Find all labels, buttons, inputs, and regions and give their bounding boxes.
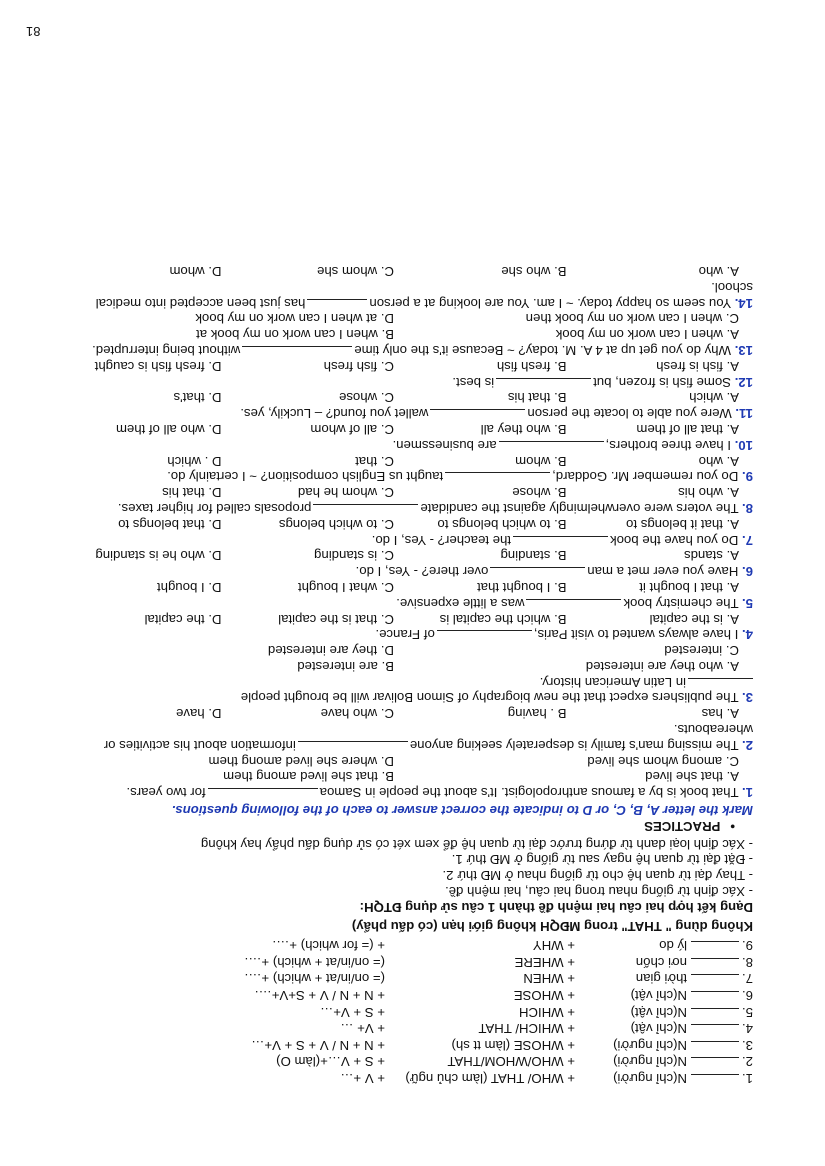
answer-option: B. who they all bbox=[480, 421, 567, 437]
answer-option: B. whom bbox=[515, 453, 567, 469]
question-stem bbox=[63, 784, 753, 800]
answer-option: B. which the capital is bbox=[439, 611, 567, 627]
question-text-before: The missing man's family is desperately seeking anyone bbox=[409, 737, 739, 753]
answer-options bbox=[63, 611, 753, 627]
rule-row bbox=[63, 1053, 753, 1070]
question bbox=[63, 484, 753, 516]
question bbox=[63, 358, 753, 390]
answer-option: D. fresh fish is caught bbox=[94, 358, 222, 374]
question bbox=[63, 753, 753, 800]
answer-option: D. have bbox=[176, 706, 222, 722]
note-item: - Đặt đại từ quan hệ ngay sau từ giống ở MĐ thứ 1. bbox=[451, 852, 753, 868]
answer-blank bbox=[688, 678, 753, 690]
question-text-after: are businessmen. bbox=[392, 437, 497, 453]
answer-option: D. that his bbox=[162, 485, 222, 501]
instruction: Mark the letter A, B, C, or D to indicate the correct answer to each of the following questions. bbox=[171, 803, 753, 819]
question bbox=[63, 263, 753, 310]
answer-blank bbox=[437, 630, 532, 642]
answer-option: D. they are interested bbox=[267, 643, 394, 659]
question-number: 8. bbox=[742, 500, 753, 516]
rule-number: 8. bbox=[742, 954, 753, 970]
rule-row bbox=[63, 1069, 753, 1086]
question-text-after: wallet you found? – Luckily, yes. bbox=[240, 406, 429, 422]
question-number: 5. bbox=[742, 595, 753, 611]
question-number: 6. bbox=[742, 564, 753, 580]
rule-relative: + WHERE bbox=[514, 954, 575, 970]
answer-blank bbox=[513, 536, 608, 548]
rule-row bbox=[63, 1036, 753, 1053]
answer-options bbox=[63, 484, 753, 500]
rule-row bbox=[63, 986, 753, 1003]
rule-number: 6. bbox=[742, 988, 753, 1004]
answer-options bbox=[63, 311, 753, 327]
note-item: - Xác định từ giống nhau trong hai câu, hai mệnh đề. bbox=[445, 884, 753, 900]
answer-options bbox=[63, 642, 753, 658]
question bbox=[63, 611, 753, 643]
rule-subject: N(chỉ người) bbox=[613, 1037, 687, 1053]
question-text-before: I have always wanted to visit Paris, bbox=[533, 627, 739, 643]
answer-option: C. whom she bbox=[317, 263, 394, 279]
rule-relative: + WHO/WHOM/THAT bbox=[447, 1054, 575, 1070]
answer-option: D. that's bbox=[173, 390, 222, 406]
question-stem bbox=[63, 437, 753, 453]
question-text-after: over there? - Yes, I do. bbox=[355, 564, 489, 580]
question-stem bbox=[63, 721, 753, 753]
answer-blank bbox=[313, 504, 418, 516]
answer-options bbox=[63, 421, 753, 437]
answer-option: C. to which belongs bbox=[278, 516, 394, 532]
rule-rest: (= on/in/at + which) +…. bbox=[244, 971, 385, 987]
rule-subject: nơi chốn bbox=[635, 954, 687, 970]
rule-row bbox=[63, 1020, 753, 1037]
question-text-after: is best. bbox=[452, 374, 495, 390]
question-stem bbox=[63, 595, 753, 611]
rule-relative: + WHEN bbox=[523, 971, 575, 987]
answer-blank bbox=[307, 299, 367, 311]
rule-relative: + WHOSE (làm tt sh) bbox=[451, 1037, 575, 1053]
rule-blank bbox=[691, 991, 739, 1003]
rule-rest: + V +… bbox=[340, 1071, 385, 1086]
question-number: 2. bbox=[742, 737, 753, 753]
rule-blank bbox=[691, 1008, 739, 1020]
questions-list bbox=[63, 263, 753, 800]
question-text-before: I have three brothers, bbox=[605, 437, 731, 453]
question-number: 1. bbox=[742, 785, 753, 801]
question-number: 9. bbox=[742, 469, 753, 485]
answer-options bbox=[63, 579, 753, 595]
answer-option: D. the capital bbox=[144, 611, 222, 627]
answer-options bbox=[63, 453, 753, 469]
rule-rest: (= on/in/at + which) +…. bbox=[244, 954, 385, 970]
answer-option: C. that is the capital bbox=[278, 611, 394, 627]
answer-option: A. when I can work on my book bbox=[555, 327, 739, 343]
answer-option: C. whose bbox=[339, 390, 394, 406]
rule-number: 1. bbox=[742, 1071, 753, 1086]
question-stem bbox=[63, 690, 753, 706]
question-stem bbox=[63, 500, 753, 516]
answer-options bbox=[63, 390, 753, 406]
answer-option: C. whom he had bbox=[297, 485, 394, 501]
rule-relative: + WHO/ THAT (làm chủ ngữ) bbox=[405, 1071, 575, 1086]
rule-blank bbox=[691, 1041, 739, 1053]
question-number: 12. bbox=[734, 374, 753, 390]
answer-blank bbox=[499, 441, 604, 453]
rule-blank bbox=[691, 958, 739, 970]
answer-blank bbox=[242, 346, 352, 358]
answer-option: C. among whom she lived bbox=[587, 753, 739, 769]
answer-option: D. who all of them bbox=[115, 421, 222, 437]
answer-options bbox=[63, 548, 753, 564]
answer-option: D. who he is standing bbox=[95, 548, 222, 564]
rule-rest: + S + V+… bbox=[320, 1004, 385, 1020]
answer-option: C. is standing bbox=[314, 548, 394, 564]
question-text-before: Some fish is frozen, but bbox=[593, 374, 731, 390]
rule-relative: + WHICH bbox=[518, 1004, 575, 1020]
answer-option: A. that all of them bbox=[636, 421, 739, 437]
answer-option: C. that bbox=[355, 453, 394, 469]
question-number: 11. bbox=[735, 406, 753, 422]
answer-option: B. who she bbox=[501, 263, 567, 279]
question-stem-line2 bbox=[63, 674, 753, 690]
rule-subject: N(chỉ người) bbox=[613, 1054, 687, 1070]
question-number: 13. bbox=[734, 342, 753, 358]
question-number: 14. bbox=[734, 295, 753, 311]
question bbox=[63, 421, 753, 453]
question-number: 3. bbox=[742, 690, 753, 706]
note-item: - Xác định loại danh từ đứng trước đại từ quan hệ để xem xét có sử dụng dấu phẩy hay không bbox=[200, 836, 753, 852]
answer-option: A. which bbox=[689, 390, 739, 406]
question-number: 4. bbox=[742, 627, 753, 643]
rule-row bbox=[63, 1003, 753, 1020]
question bbox=[63, 579, 753, 611]
answer-option: C. what I bought bbox=[297, 579, 394, 595]
rule-blank bbox=[691, 974, 739, 986]
rule-number: 3. bbox=[742, 1037, 753, 1053]
rule-subject: lý do bbox=[659, 938, 687, 954]
answer-option: C. interested bbox=[664, 643, 739, 659]
question-text-before: Do you have the book bbox=[610, 532, 739, 548]
answer-option: D. at when I can work on my book bbox=[195, 311, 394, 327]
question-text-after: taught us English composition? ~ I certainly do. bbox=[167, 469, 444, 485]
answer-option: B . having bbox=[507, 706, 567, 722]
question-text-after: of France. bbox=[375, 627, 435, 643]
answer-option: A. has bbox=[701, 706, 739, 722]
answer-option: B. that his bbox=[507, 390, 567, 406]
answer-option: A. who bbox=[698, 263, 739, 279]
page-number: 81 bbox=[26, 24, 41, 39]
rule-rest: + N + N / V + S+V+…. bbox=[254, 988, 385, 1004]
relative-pronoun-rules bbox=[63, 937, 753, 1086]
answer-option: A. stands bbox=[684, 548, 739, 564]
question-stem bbox=[63, 469, 753, 485]
question-stem bbox=[63, 405, 753, 421]
rule-number: 2. bbox=[742, 1054, 753, 1070]
answer-option: D. whom bbox=[169, 263, 222, 279]
answer-option: A. who bbox=[698, 453, 739, 469]
question bbox=[63, 311, 753, 358]
note-item: - Thay đại từ quan hệ cho từ giống nhau ở MĐ thứ 2. bbox=[442, 868, 753, 884]
bullet-icon: • bbox=[730, 818, 735, 834]
question-text-before: Do you remember Mr. Goddard, bbox=[552, 469, 739, 485]
question-text-after: was a little expensive. bbox=[396, 595, 525, 611]
answer-option: B. are interested bbox=[297, 658, 394, 674]
question-text-before: Were you able to locate the person bbox=[527, 406, 732, 422]
answer-option: B. whose bbox=[512, 485, 567, 501]
heading-combining: Dạng kết hợp hai câu hai mệnh đề thành 1 câu sử dụng ĐTQH: bbox=[359, 899, 753, 915]
answer-option: A. that it belongs to bbox=[626, 516, 739, 532]
rule-blank bbox=[691, 1074, 739, 1086]
answer-blank bbox=[208, 788, 318, 800]
answer-option: B. fresh fish bbox=[496, 358, 567, 374]
answer-options bbox=[63, 706, 753, 722]
answer-option: B. I bought that bbox=[477, 579, 567, 595]
question-text-before: The voters were overwhelmingly against the candidate bbox=[420, 500, 739, 516]
question bbox=[63, 548, 753, 580]
answer-option: B. standing bbox=[500, 548, 567, 564]
answer-option: B. to which belongs to bbox=[437, 516, 567, 532]
answer-option: B. that she lived among them bbox=[223, 769, 394, 785]
rule-row bbox=[63, 937, 753, 954]
question-text-before: The publishers expect that the new biography of Simon Bolivar will be brought people bbox=[240, 690, 739, 706]
question-text-after: without being interrupted. bbox=[92, 342, 241, 358]
answer-option: D . which bbox=[167, 453, 222, 469]
rule-subject: N(chỉ vật) bbox=[630, 1004, 687, 1020]
question-stem bbox=[63, 279, 753, 311]
answer-option: A. that she lived bbox=[645, 769, 739, 785]
answer-options bbox=[63, 326, 753, 342]
practices-label: PRACTICES bbox=[644, 818, 721, 834]
answer-options bbox=[63, 769, 753, 785]
answer-option: C. all of whom bbox=[310, 421, 394, 437]
question-text-before: That book is by a famous anthropologist. It's about the people in Samoa bbox=[319, 785, 739, 801]
question-text-after: proposals called for higher taxes. bbox=[117, 500, 312, 516]
answer-blank bbox=[490, 567, 585, 579]
answer-option: D. that belongs to bbox=[118, 516, 222, 532]
answer-blank bbox=[526, 599, 621, 611]
answer-options bbox=[63, 753, 753, 769]
rule-number: 9. bbox=[742, 938, 753, 954]
rule-blank bbox=[691, 1057, 739, 1069]
rule-number: 7. bbox=[742, 971, 753, 987]
rule-rest: + V+ … bbox=[340, 1021, 385, 1037]
question-stem bbox=[63, 627, 753, 643]
answer-option: C. when I can work on my book then bbox=[525, 311, 739, 327]
rule-subject: N(chỉ người) bbox=[613, 1071, 687, 1086]
rule-rest: + (= for which) +…. bbox=[272, 938, 385, 954]
answer-option: B. when I can work on my book at bbox=[196, 327, 394, 343]
question-text-after: has just been accepted into medical school. bbox=[95, 279, 753, 311]
question bbox=[63, 642, 753, 705]
answer-option: D. I bought bbox=[156, 579, 222, 595]
question bbox=[63, 516, 753, 548]
question bbox=[63, 453, 753, 485]
answer-options bbox=[63, 358, 753, 374]
answer-option: A. that I bought it bbox=[639, 579, 739, 595]
question-stem bbox=[63, 532, 753, 548]
practices-heading bbox=[63, 818, 753, 834]
question-text-line2: in Latin American history. bbox=[539, 674, 686, 690]
answer-blank bbox=[298, 741, 408, 753]
rule-blank bbox=[691, 941, 739, 953]
answer-option: A. who they are interested bbox=[585, 658, 739, 674]
rule-number: 4. bbox=[742, 1021, 753, 1037]
rule-subject: N(chỉ vật) bbox=[630, 988, 687, 1004]
answer-blank bbox=[496, 378, 591, 390]
question bbox=[63, 706, 753, 753]
content bbox=[63, 263, 753, 1086]
notes-list bbox=[63, 836, 753, 899]
rule-row bbox=[63, 970, 753, 987]
question-text-before: You seem so happy today. ~ I am. You are looking at a person bbox=[369, 295, 732, 311]
question-number: 10. bbox=[734, 437, 753, 453]
question-stem bbox=[63, 374, 753, 390]
answer-options bbox=[63, 263, 753, 279]
question bbox=[63, 390, 753, 422]
rule-subject: thời gian bbox=[635, 971, 687, 987]
question-stem bbox=[63, 342, 753, 358]
rule-rest: + N + N / V + S + V+… bbox=[251, 1037, 385, 1053]
question-text-before: Why do you get up at 4 A. M. today? ~ Because it's the only time bbox=[354, 342, 731, 358]
rule-subject: N(chỉ vật) bbox=[630, 1021, 687, 1037]
answer-option: D. where she lived among them bbox=[208, 753, 394, 769]
answer-option: A. is the capital bbox=[649, 611, 739, 627]
rule-relative: + WHY bbox=[532, 938, 575, 954]
rule-rest: + S + V…+(làm O) bbox=[276, 1054, 385, 1070]
rule-row bbox=[63, 953, 753, 970]
heading-non-defining: Không dùng " THAT" trong MĐQH không giới hạn (có dấu phẩy) bbox=[351, 918, 753, 934]
answer-options bbox=[63, 516, 753, 532]
answer-option: C. fish fresh bbox=[323, 358, 394, 374]
question-stem bbox=[63, 563, 753, 579]
question-text-before: The chemistry book bbox=[623, 595, 739, 611]
rule-relative: + WHICH/ THAT bbox=[478, 1021, 575, 1037]
answer-option: A. who his bbox=[678, 485, 739, 501]
answer-blank bbox=[430, 409, 525, 421]
rule-relative: + WHOSE bbox=[513, 988, 575, 1004]
answer-option: C. who have bbox=[320, 706, 394, 722]
question-text-after: for two years. bbox=[126, 785, 206, 801]
question-text-before: Have you ever met a man bbox=[587, 564, 739, 580]
answer-options bbox=[63, 658, 753, 674]
rule-blank bbox=[691, 1024, 739, 1036]
question-text-after: the teacher? - Yes, I do. bbox=[371, 532, 512, 548]
question-text-after: information about his activities or whereabouts. bbox=[103, 722, 753, 753]
answer-option: A. fish is fresh bbox=[656, 358, 739, 374]
answer-blank bbox=[445, 472, 550, 484]
rule-number: 5. bbox=[742, 1004, 753, 1020]
question-number: 7. bbox=[742, 532, 753, 548]
